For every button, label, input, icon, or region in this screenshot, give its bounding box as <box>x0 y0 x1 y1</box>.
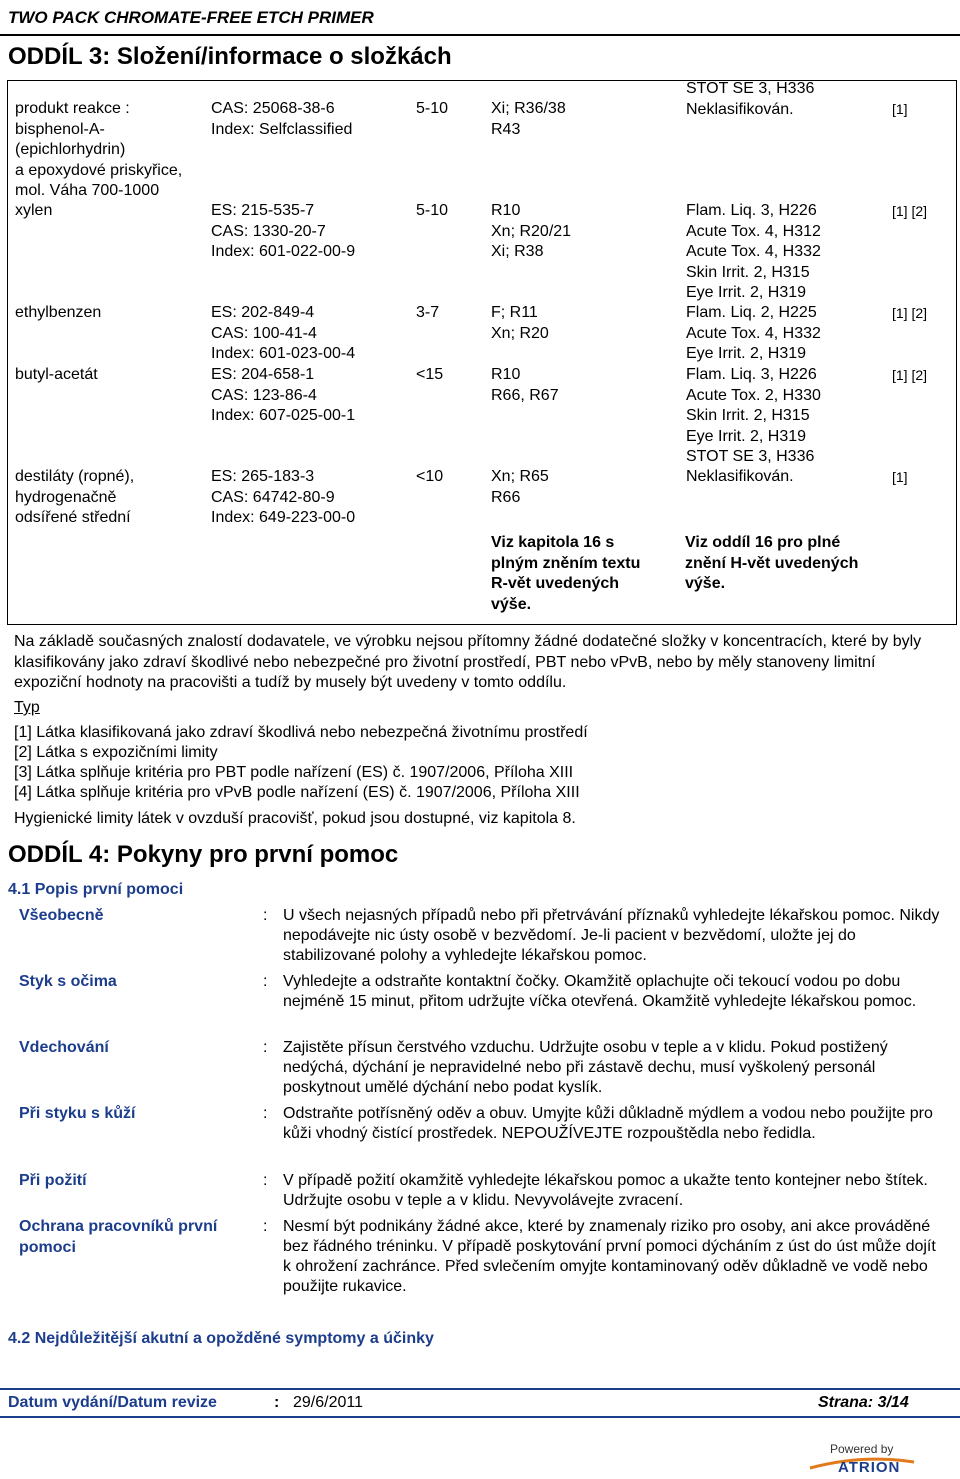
colon: : <box>263 1105 268 1122</box>
colon: : <box>263 973 268 990</box>
document-title: TWO PACK CHROMATE-FREE ETCH PRIMER <box>8 8 374 27</box>
header-divider <box>0 34 960 36</box>
colon: : <box>263 1039 268 1056</box>
hygiene-note: Hygienické limity látek v ovzduší pracovišť, pokud jsou dostupné, viz kapitola 8. <box>14 810 576 827</box>
logo-brand-text: ATRION <box>838 1459 901 1474</box>
row1-conc: 5-10 <box>416 100 449 117</box>
atrion-logo-graphic <box>802 1440 952 1474</box>
subsection-4-2: 4.2 Nejdůležitější akutní a opožděné symptomy a účinky <box>8 1330 434 1347</box>
first-aid-responders-label: Ochrana pracovníků první pomoci <box>19 1218 218 1256</box>
first-aid-ingestion-label: Při požití <box>19 1172 87 1189</box>
row4-r: R10 R66, R67 <box>491 366 559 404</box>
first-aid-ingestion-text: V případě požití okamžitě vyhledejte lékařskou pomoc a ukažte tento kontejner nebo štítek. Udržujte osobu v teple a v klidu. Nevyvolávejte zvracení. <box>283 1172 928 1209</box>
row3-r: F; R11 Xn; R20 <box>491 304 549 342</box>
first-aid-eyes-text: Vyhledejte a odstraňte kontaktní čočky. Okamžitě oplachujte oči tekoucí vodou po dobu nejméně 15 minut, přitom udržujte víčka otevřená. Okamžitě vyhledejte lékařskou pomoc. <box>283 973 917 1010</box>
subsection-4-1: 4.1 Popis první pomoci <box>8 881 184 898</box>
footer-date: 29/6/2011 <box>293 1394 363 1411</box>
row5-name: destiláty (ropné), hydrogenačně odsířené střední <box>15 468 135 526</box>
r-phrases-note: Viz kapitola 16 s plným zněním textu R-vět uvedených výše. <box>491 534 641 613</box>
type-note-3: [3] Látka splňuje kritéria pro PBT podle nařízení (ES) č. 1907/2006, Příloha XIII <box>14 764 574 781</box>
composition-paragraph: Na základě současných znalostí dodavatele, ve výrobku nejsou přítomny žádné dodatečné složky v koncentracích, které by byly klasifikovány jako zdraví škodlivé nebo nebezpečné pro životní prostředí, PBT nebo vPvB, nebo by měly stanoveny limitní expoziční hodnoty na pracovišti a tudíž by musely být uvedeny v tomto oddílu. <box>14 633 922 691</box>
row2-conc: 5-10 <box>416 202 449 219</box>
first-aid-eyes-label: Styk s očima <box>19 973 117 990</box>
first-aid-responders-text: Nesmí být podnikány žádné akce, které by znamenaly riziko pro osoby, ani akce prováděné bez řádného tréninku. V případě poskytování první pomoci dýcháním z úst do úst může dojít k ohrožení zachránce. Před svlečením omyjte kontaminovaný oděv důkladně ve vodě nebo použijte rukavice. <box>283 1218 936 1295</box>
row3-type: [1] [2] <box>892 305 928 321</box>
h-phrases-note: Viz oddíl 16 pro plné znění H-vět uvedených výše. <box>685 534 859 592</box>
row1-name: produkt reakce : bisphenol-A- (epichlorhydrin) a epoxydové priskyřice, mol. Váha 700-1000 <box>15 100 183 199</box>
first-aid-skin-text: Odstraňte potřísněný oděv a obuv. Umyjte kůži důkladně mýdlem a vodou nebo použijte pro kůži vhodný čistící prostředek. NEPOUŽÍVEJTE rozpouštědla nebo ředidla. <box>283 1105 933 1142</box>
row2-name: xylen <box>15 202 53 219</box>
first-aid-general-label: Všeobecně <box>19 907 104 924</box>
footer-colon: : <box>274 1394 280 1411</box>
colon: : <box>263 1218 268 1235</box>
first-aid-inhalation-text: Zajistěte přísun čerstvého vzduchu. Udržujte osobu v teple a v klidu. Pokud postižený nedýchá, dýchání je nepravidelné nebo při zástavě dechu, musí vyškolený personál poskytnout umělé dýchání nebo podat kyslík. <box>283 1039 888 1096</box>
row4-h: Flam. Liq. 3, H226 Acute Tox. 2, H330 Skin Irrit. 2, H315 Eye Irrit. 2, H319 STOT SE 3, H336 <box>686 366 821 465</box>
footer-page-number: Strana: 3/14 <box>818 1394 909 1411</box>
composition-table <box>7 80 957 625</box>
row3-h: Flam. Liq. 2, H225 Acute Tox. 4, H332 Eye Irrit. 2, H319 <box>686 304 821 362</box>
type-note-1: [1] Látka klasifikovaná jako zdraví škodlivá nebo nebezpečná životnímu prostředí <box>14 724 588 741</box>
row2-type: [1] [2] <box>892 203 928 219</box>
row5-r: Xn; R65 R66 <box>491 468 549 506</box>
row5-conc: <10 <box>416 468 444 485</box>
row5-h: Neklasifikován. <box>686 468 794 485</box>
atrion-logo <box>802 1440 952 1474</box>
first-aid-skin-label: Při styku s kůží <box>19 1105 136 1122</box>
section4-title: ODDÍL 4: Pokyny pro první pomoc <box>8 841 399 868</box>
row4-type: [1] [2] <box>892 367 928 383</box>
row1-r: Xi; R36/38 R43 <box>491 100 566 138</box>
colon: : <box>263 1172 268 1189</box>
row5-ids: ES: 265-183-3 CAS: 64742-80-9 Index: 649-223-00-0 <box>211 468 356 526</box>
footer-date-label: Datum vydání/Datum revize <box>8 1394 217 1411</box>
row2-h: Flam. Liq. 3, H226 Acute Tox. 4, H312 Acute Tox. 4, H332 Skin Irrit. 2, H315 Eye Irrit. 2, H319 <box>686 202 821 301</box>
row1-ids: CAS: 25068-38-6 Index: Selfclassified <box>211 100 353 138</box>
type-heading: Typ <box>14 699 40 716</box>
colon: : <box>263 907 268 924</box>
type-note-2: [2] Látka s expozičními limity <box>14 744 218 761</box>
row1-h: STOT SE 3, H336 Neklasifikován. <box>686 80 815 118</box>
row4-name: butyl-acetát <box>15 366 98 383</box>
row2-r: R10 Xn; R20/21 Xi; R38 <box>491 202 572 260</box>
row5-type: [1] <box>892 469 908 485</box>
row3-ids: ES: 202-849-4 CAS: 100-41-4 Index: 601-023-00-4 <box>211 304 356 362</box>
row2-ids: ES: 215-535-7 CAS: 1330-20-7 Index: 601-022-00-9 <box>211 202 356 260</box>
row3-conc: 3-7 <box>416 304 440 321</box>
first-aid-inhalation-label: Vdechování <box>19 1039 109 1056</box>
footer-bar <box>0 1388 960 1418</box>
type-note-4: [4] Látka splňuje kritéria pro vPvB podle nařízení (ES) č. 1907/2006, Příloha XIII <box>14 784 580 801</box>
first-aid-general-text: U všech nejasných případů nebo při přetrvávání příznaků vyhledejte lékařskou pomoc. Nikdy nepodávejte nic ústy osobě v bezvědomí. Je-li pacient v bezvědomí, uložte jej do stabilizované polohy a vyhledejte lékařskou pomoc. <box>283 907 940 964</box>
row1-type: [1] <box>892 101 908 117</box>
section3-title: ODDÍL 3: Složení/informace o složkách <box>8 43 452 70</box>
row4-conc: <15 <box>416 366 444 383</box>
row4-ids: ES: 204-658-1 CAS: 123-86-4 Index: 607-025-00-1 <box>211 366 356 424</box>
logo-powered-text: Powered by <box>830 1442 894 1456</box>
row3-name: ethylbenzen <box>15 304 102 321</box>
